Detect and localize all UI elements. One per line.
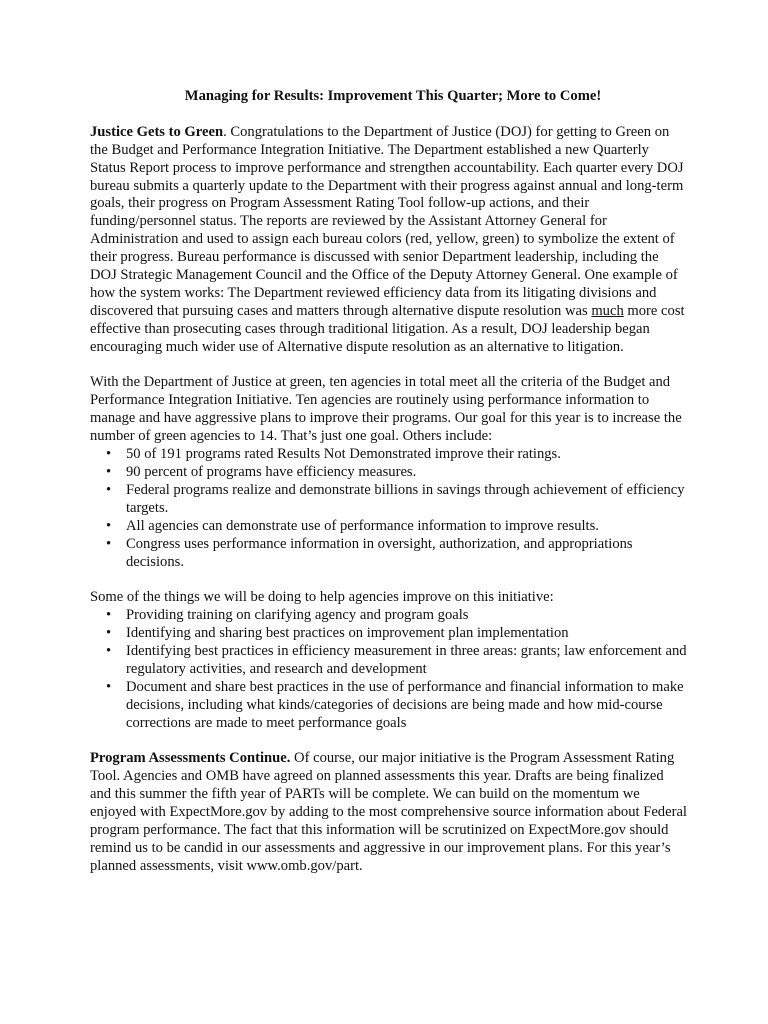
paragraph-justice-gets-to-green xyxy=(90,124,688,357)
paragraph-program-assessments xyxy=(90,750,688,875)
list-item: • Identifying best practices in efficiency measurement in three areas: grants; law enforcement and regulatory activities, and research and development xyxy=(126,643,688,679)
list-item: • 90 percent of programs have efficiency measures. xyxy=(126,464,688,482)
paragraph-actions-intro: Some of the things we will be doing to help agencies improve on this initiative: xyxy=(90,589,554,606)
paragraph-text: Of course, our major initiative is the Program Assessment Rating Tool. Agencies and OMB have agreed on planned assessments this year. Drafts are being finalized and this summer the fifth year of PARTs will be complete. We can build on the momentum we enjoyed with ExpectMore.gov by adding to the most comprehensive source information about Federal program performance. The fact that this information will be scrutinized on ExpectMore.gov should remind us to be candid in our assessments and aggressive in our improvement plans. For this year’s planned assessments, visit www.omb.gov/part. xyxy=(90,750,687,874)
paragraph-goals-intro: With the Department of Justice at green, ten agencies in total meet all the criteria of the Budget and Performance Integration Initiative. Ten agencies are routinely using performance information to manage and have aggressive plans to improve their programs. Our goal for this year is to increase the number of green agencies to 14. That’s just one goal. Others include: xyxy=(90,374,682,445)
list-item: • Providing training on clarifying agency and program goals xyxy=(126,607,688,625)
section-heading-justice: Justice Gets to Green xyxy=(90,123,224,140)
list-item: • All agencies can demonstrate use of performance information to improve results. xyxy=(126,518,688,536)
page-title: Managing for Results: Improvement This Quarter; More to Come! xyxy=(184,88,602,104)
list-item: • Federal programs realize and demonstrate billions in savings through achievement of efficiency targets. xyxy=(126,482,688,518)
list-item: • Document and share best practices in the use of performance and financial information to make decisions, including what kinds/categories of decisions are being made and how mid-course corrections are made to meet performance goals xyxy=(126,679,688,733)
paragraph-text: . Congratulations to the Department of Justice (DOJ) for getting to Green on the Budget and Performance Integration Initiative. The Department established a new Quarterly Status Report process to improve performance and strengthen accountability. Each quarter every DOJ bureau submits a quarterly update to the Department with their progress against annual and long-term goals, their progress on Program Assessment Rating Tool follow-up actions, and their funding/personnel status. The reports are reviewed by the Assistant Attorney General for Administration and used to assign each bureau colors (red, yellow, green) to symbolize the extent of their progress. Bureau performance is discussed with senior Department leadership, including the DOJ Strategic Management Council and the Office of the Deputy Attorney General. One example of how the system works: The Department reviewed efficiency data from its litigating divisions and discovered that pursuing cases and matters through alternative dispute resolution was xyxy=(90,123,684,319)
underlined-emphasis: much xyxy=(591,302,624,319)
list-item: • 50 of 191 programs rated Results Not Demonstrated improve their ratings. xyxy=(126,446,688,464)
list-item: • Congress uses performance information in oversight, authorization, and appropriations decisions. xyxy=(126,536,688,572)
section-heading-program-assessments: Program Assessments Continue. xyxy=(90,750,291,767)
paragraph-text: more cost effective than prosecuting cases through traditional litigation. As a result, DOJ leadership began encouraging much wider use of Alternative dispute resolution as an alternative to litigation. xyxy=(90,302,685,355)
goals-list xyxy=(90,446,688,571)
list-item: • Identifying and sharing best practices on improvement plan implementation xyxy=(126,625,688,643)
actions-list xyxy=(90,607,688,732)
